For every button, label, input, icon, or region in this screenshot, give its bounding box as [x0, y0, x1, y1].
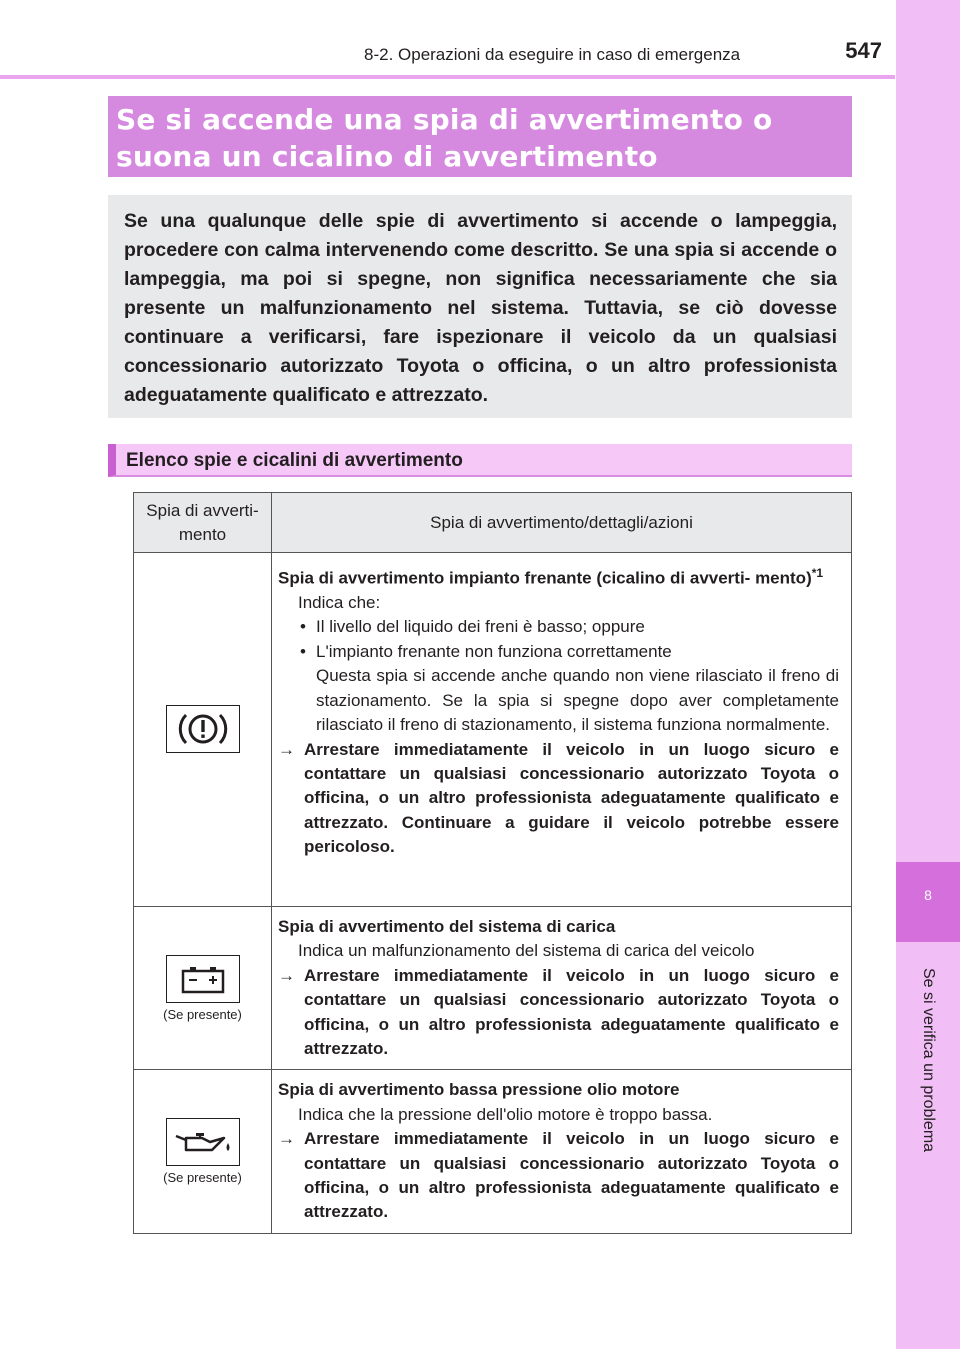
table-header-row [134, 493, 852, 553]
footnote-mark: *1 [811, 566, 824, 580]
action-text [278, 964, 839, 1062]
action-text [278, 738, 839, 860]
header-rule [0, 75, 895, 79]
item-title-text: Spia di avvertimento impianto frenante (cicalino di avverti- mento) [278, 568, 812, 588]
arrow-icon: → [278, 739, 295, 759]
arrow-icon: → [278, 965, 295, 985]
intro-box [108, 195, 852, 418]
item-title [278, 561, 839, 591]
action-text-content: Arrestare immediatamente il veicolo in un luogo sicuro e contattare un qualsiasi concessionario autorizzato Toyota o officina, o un altro professionista adeguatamente qualificato e attrezzato. [304, 965, 839, 1059]
brake-warning-icon [166, 705, 240, 753]
list-item: • L'impianto frenante non funziona correttamente [278, 640, 839, 664]
item-description: Indica che la pressione dell'olio motore è troppo bassa. [298, 1104, 713, 1124]
icon-cell [134, 553, 272, 907]
title-banner [108, 96, 852, 177]
item-title: Spia di avvertimento bassa pressione olio motore [278, 1080, 680, 1100]
table-row [134, 553, 852, 907]
details-cell [272, 907, 852, 1070]
table-row [134, 1070, 852, 1233]
page-title-line-2: suona un cicalino di avvertimento [116, 140, 658, 173]
section-label: 8-2. Operazioni da eseguire in caso di emergenza [364, 45, 741, 64]
side-tab-label: Se si verifica un problema [920, 967, 937, 1153]
page-number: 547 [845, 38, 882, 63]
action-text-content: Arrestare immediatamente il veicolo in un luogo sicuro e contattare un qualsiasi concessionario autorizzato Toyota o officina, o un altro professionista adeguatamente qualificato e attrezzato. Continuare a guidare il veicolo potrebbe essere pericoloso. [304, 739, 839, 857]
action-text-content: Arrestare immediatamente il veicolo in un luogo sicuro e contattare un qualsiasi concessionario autorizzato Toyota o officina, o un altro professionista adeguatamente qualificato e attrezzato. [304, 1129, 839, 1222]
page-title-line-1: Se si accende una spia di avvertimento o [116, 103, 773, 136]
side-tab-number: 8 [896, 862, 960, 942]
icon-cell [134, 1070, 272, 1233]
bullet-note: Questa spia si accende anche quando non viene rilasciato il freno di stazionamento. Se la spia si spegne dopo aver completamente rilasciato il freno di stazionamento, il sistema funziona normalmente. [316, 666, 839, 735]
battery-icon [166, 955, 240, 1003]
arrow-icon: → [278, 1129, 295, 1149]
warning-lights-table [133, 492, 852, 1234]
subheading: Elenco spie e cicalini di avvertimento [108, 444, 852, 477]
list-item: • Il livello del liquido dei freni è basso; oppure [278, 615, 839, 639]
intro-text: Se una qualunque delle spie di avvertimento si accende o lampeggia, procedere con calma intervenendo come descritto. Se una spia si accende o lampeggia, ma poi si spegne, non significa necessariamente che sia presente un malfunzionamento nel sistema. Tuttavia, se ciò dovesse continuare a verificarsi, fare ispezionare il veicolo da un qualsiasi concessionario autorizzato Toyota o officina, o un altro professionista adeguatamente qualificato e attrezzato. [124, 210, 837, 406]
column-header-details: Spia di avvertimento/dettagli/azioni [272, 493, 852, 553]
table-row [134, 907, 852, 1070]
item-title: Spia di avvertimento del sistema di carica [278, 917, 616, 936]
details-cell [272, 553, 852, 907]
page-title [116, 101, 844, 175]
icon-cell [134, 907, 272, 1070]
details-cell [272, 1070, 852, 1233]
column-header-light: Spia di avverti- mento [134, 493, 272, 553]
action-text [278, 1127, 839, 1225]
icon-note: (Se presente) [163, 1006, 242, 1022]
icon-note: (Se presente) [163, 1170, 242, 1186]
item-description: Indica che: [298, 593, 381, 613]
item-description: Indica un malfunzionamento del sistema di carica del veicolo [298, 941, 755, 961]
oil-pressure-icon [166, 1118, 240, 1166]
